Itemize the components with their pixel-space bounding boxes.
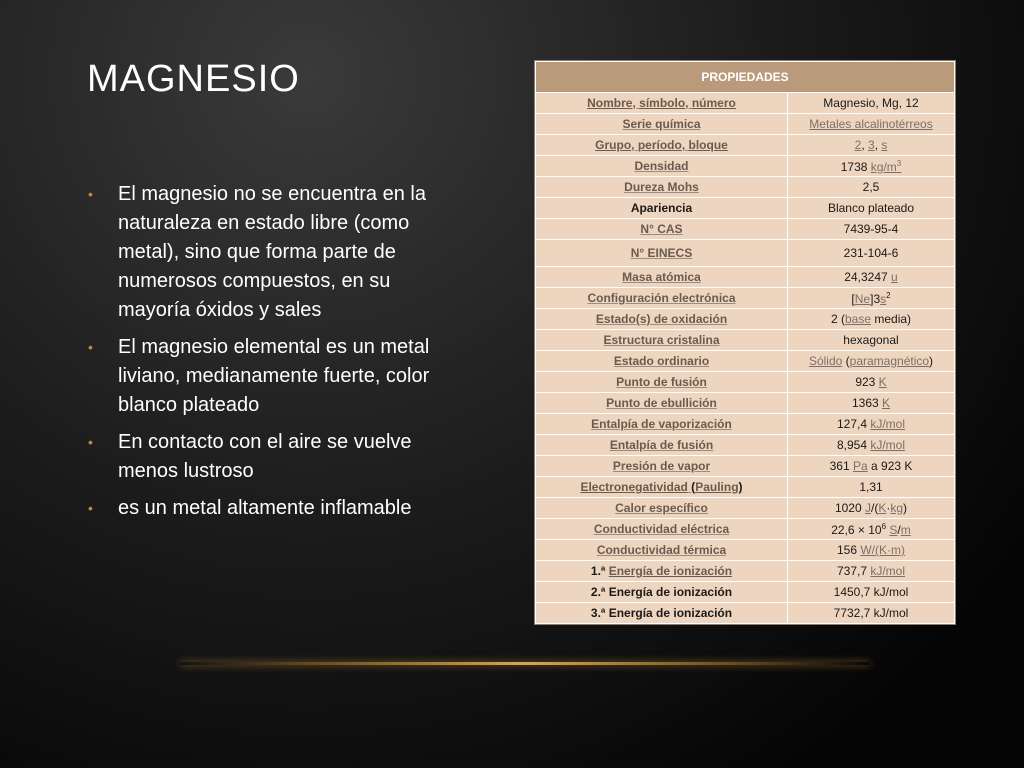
value-link[interactable]: kJ/mol: [870, 564, 906, 578]
table-row: [536, 372, 955, 393]
bullet-item: • es un metal altamente inflamable: [88, 494, 458, 523]
value-link[interactable]: W/(K·m): [860, 543, 905, 557]
property-label[interactable]: Conductividad eléctrica: [536, 519, 788, 540]
property-label[interactable]: Presión de vapor: [536, 456, 788, 477]
property-value: $[Ne]3s^2$: [788, 288, 955, 309]
value-link[interactable]: Pa: [852, 459, 868, 473]
value-link[interactable]: 2: [854, 138, 862, 152]
table-row: [536, 156, 955, 177]
table-row: [536, 498, 955, 519]
property-label: 2.ª Energía de ionización: [536, 582, 788, 603]
table-row: [536, 519, 955, 540]
property-label[interactable]: Estado ordinario: [536, 351, 788, 372]
property-value: $22,6 \times 10^6$ S/m: [788, 519, 955, 540]
decorative-divider: [180, 662, 870, 665]
table-row: [536, 393, 955, 414]
property-link[interactable]: Electronegatividad: [580, 480, 688, 494]
property-link[interactable]: Pauling: [695, 480, 739, 494]
value-link[interactable]: kJ/mol: [870, 417, 906, 431]
property-link[interactable]: Nombre: [587, 96, 633, 110]
property-label[interactable]: Densidad: [536, 156, 788, 177]
property-link[interactable]: Energía de ionización: [608, 564, 733, 578]
value-link[interactable]: J: [864, 501, 871, 515]
value-link[interactable]: K: [878, 501, 887, 515]
table-row: [536, 456, 955, 477]
property-label[interactable]: Masa atómica: [536, 267, 788, 288]
bullet-icon: •: [88, 434, 93, 450]
table-row: [536, 267, 955, 288]
property-value: 127,4 kJ/mol: [788, 414, 955, 435]
table-row: [536, 330, 955, 351]
property-value: 2,5: [788, 177, 955, 198]
property-label[interactable]: Dureza Mohs: [536, 177, 788, 198]
property-value: 1450,7 kJ/mol: [788, 582, 955, 603]
property-label[interactable]: Calor específico: [536, 498, 788, 519]
property-value: [788, 114, 955, 135]
table-row: [536, 540, 955, 561]
property-value: Sólido (paramagnético): [788, 351, 955, 372]
table-row: [536, 135, 955, 156]
bullet-item: • En contacto con el aire se vuelve menos lustroso: [88, 428, 458, 486]
table-row: [536, 240, 955, 267]
property-value: 7439-95-4: [788, 219, 955, 240]
table-row: [536, 198, 955, 219]
property-label[interactable]: N° CAS: [536, 219, 788, 240]
property-value: 737,7 kJ/mol: [788, 561, 955, 582]
property-value: 1363 K: [788, 393, 955, 414]
value-link[interactable]: s: [881, 138, 888, 152]
value-link[interactable]: u: [891, 270, 898, 284]
table-row: [536, 288, 955, 309]
table-row: [536, 561, 955, 582]
property-label[interactable]: N° EINECS: [536, 240, 788, 267]
table-row: [536, 114, 955, 135]
property-label[interactable]: Punto de fusión: [536, 372, 788, 393]
property-label[interactable]: Estado(s) de oxidación: [536, 309, 788, 330]
property-value: 1738 $kg/m^3$: [788, 156, 955, 177]
property-label[interactable]: Punto de ebullición: [536, 393, 788, 414]
table-row: [536, 93, 955, 114]
value-link[interactable]: K: [878, 375, 887, 389]
property-label: 3.ª Energía de ionización: [536, 603, 788, 624]
property-label: 1.ª Energía de ionización: [536, 561, 788, 582]
table-row: [536, 477, 955, 498]
property-value: hexagonal: [788, 330, 955, 351]
value-link[interactable]: kg: [890, 501, 904, 515]
bullet-list: [88, 180, 458, 531]
table-row: [536, 309, 955, 330]
property-value: Blanco plateado: [788, 198, 955, 219]
table-header: PROPIEDADES: [536, 62, 955, 93]
property-label: Grupo, período, bloque: [536, 135, 788, 156]
property-value: 2 (base media): [788, 309, 955, 330]
value-link[interactable]: Metales alcalinotérreos: [809, 117, 933, 131]
property-value: 231-104-6: [788, 240, 955, 267]
property-value: Magnesio, Mg, 12: [788, 93, 955, 114]
property-value: 2, 3, s: [788, 135, 955, 156]
value-link[interactable]: $kg/m^3$: [870, 158, 902, 174]
property-label: Apariencia: [536, 198, 788, 219]
table-row: [536, 414, 955, 435]
table-row: [536, 435, 955, 456]
property-value: 1020 J/(K·kg): [788, 498, 955, 519]
value-link[interactable]: m: [900, 522, 911, 537]
property-label[interactable]: Serie química: [536, 114, 788, 135]
table-row: [536, 603, 955, 624]
table-header-row: [536, 62, 955, 93]
bullet-item: • El magnesio elemental es un metal liviano, medianamente fuerte, color blanco plateado: [88, 333, 458, 420]
value-link[interactable]: 3: [868, 138, 875, 152]
property-link[interactable]: bloque: [688, 138, 728, 152]
property-label[interactable]: Entalpía de vaporización: [536, 414, 788, 435]
bullet-icon: •: [88, 186, 93, 202]
value-link[interactable]: Sólido: [808, 354, 843, 368]
value-link[interactable]: S: [889, 522, 898, 537]
bullet-item: • El magnesio no se encuentra en la naturaleza en estado libre (como metal), sino que forma parte de numerosos compuestos, en su mayoría óxidos y sales: [88, 180, 458, 325]
slide-title: MAGNESIO: [87, 58, 300, 100]
property-value: 1,31: [788, 477, 955, 498]
property-label[interactable]: Entalpía de fusión: [536, 435, 788, 456]
property-value: 361 Pa a 923 K: [788, 456, 955, 477]
property-link[interactable]: Grupo: [595, 138, 632, 152]
property-value: 24,3247 u: [788, 267, 955, 288]
value-link[interactable]: s: [880, 291, 887, 306]
value-link[interactable]: paramagnético: [849, 354, 930, 368]
property-value: 8,954 kJ/mol: [788, 435, 955, 456]
value-link[interactable]: K: [882, 396, 891, 410]
value-link[interactable]: Ne: [854, 291, 871, 306]
property-link[interactable]: período: [637, 138, 682, 152]
bullet-icon: •: [88, 339, 93, 355]
property-link[interactable]: número: [691, 96, 736, 110]
table-row: [536, 351, 955, 372]
property-value: 923 K: [788, 372, 955, 393]
property-label[interactable]: Configuración electrónica: [536, 288, 788, 309]
property-value: 156 W/(K·m): [788, 540, 955, 561]
bullet-icon: •: [88, 500, 93, 516]
property-label: Nombre, símbolo, número: [536, 93, 788, 114]
value-link[interactable]: base: [844, 312, 872, 326]
table-row: [536, 177, 955, 198]
properties-table: [535, 61, 955, 624]
table-row: [536, 582, 955, 603]
property-label: Electronegatividad (Pauling): [536, 477, 788, 498]
property-label[interactable]: Conductividad térmica: [536, 540, 788, 561]
value-link[interactable]: kJ/mol: [870, 438, 906, 452]
property-link[interactable]: símbolo: [639, 96, 686, 110]
table-row: [536, 219, 955, 240]
property-label[interactable]: Estructura cristalina: [536, 330, 788, 351]
property-value: 7732,7 kJ/mol: [788, 603, 955, 624]
